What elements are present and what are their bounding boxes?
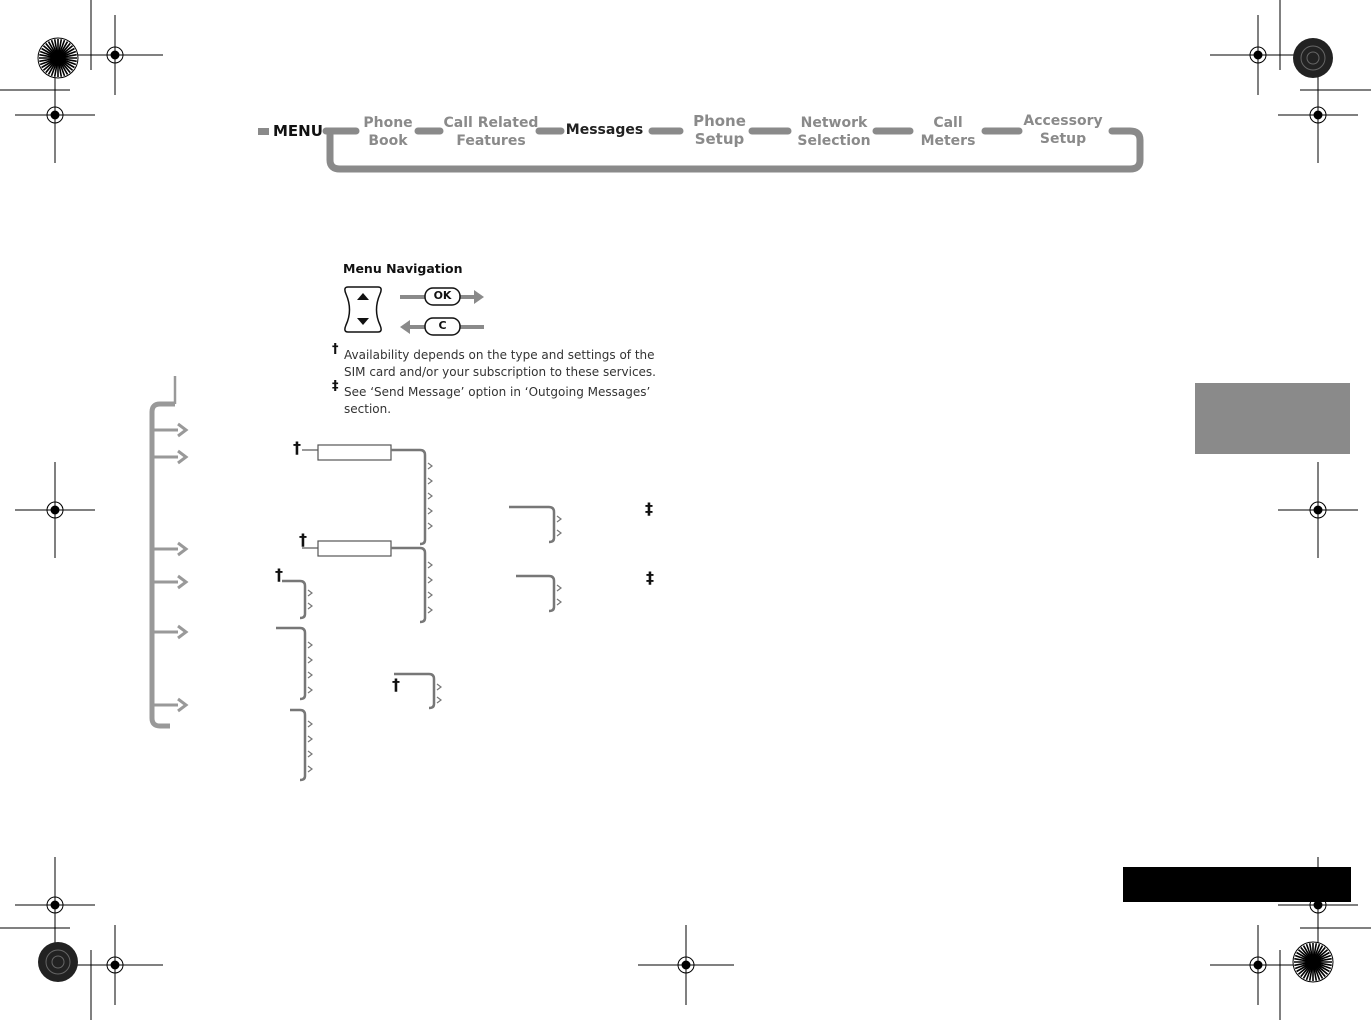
registration-target — [67, 15, 163, 95]
double-dagger-symbol: ‡ — [332, 379, 339, 394]
tree-box — [318, 445, 391, 460]
tree-dagger-mark: † — [275, 565, 283, 584]
registration-target — [15, 67, 95, 163]
forward-arrow-icon — [474, 290, 484, 304]
nav-item-call-related-features[interactable]: Call Related Features — [443, 115, 539, 149]
tree-double-dagger-mark: ‡ — [646, 568, 654, 587]
ok-key-label: OK — [433, 289, 452, 302]
registration-target — [67, 925, 163, 1005]
registration-target — [1210, 925, 1306, 1005]
menu-marker-icon — [258, 128, 269, 135]
menu-label: MENU — [273, 122, 323, 140]
nav-item-phone-book[interactable]: Phone Book — [363, 115, 413, 149]
menu-tree — [152, 376, 561, 780]
registration-target — [1278, 462, 1358, 558]
tree-box — [318, 541, 391, 556]
density-target-bottom-left — [38, 942, 78, 982]
nav-item-messages[interactable]: Messages — [565, 122, 644, 138]
tree-dagger-mark: † — [392, 675, 400, 694]
nav-item-accessory-setup[interactable]: Accessory Setup — [1023, 113, 1103, 147]
nav-item-network-selection[interactable]: Network Selection — [797, 115, 871, 149]
nav-item-call-meters[interactable]: Call Meters — [920, 115, 976, 149]
registration-target — [638, 925, 734, 1005]
star-target-bottom-right — [1293, 942, 1333, 982]
registration-target — [1210, 15, 1306, 95]
tree-double-dagger-mark: ‡ — [645, 499, 653, 518]
registration-target — [15, 857, 95, 953]
registration-target — [15, 462, 95, 558]
nav-keys-diagram — [345, 287, 484, 335]
double-dagger-note-line1: See ‘Send Message’ option in ‘Outgoing Messages’ — [344, 385, 651, 399]
back-arrow-icon — [400, 320, 410, 334]
nav-item-phone-setup[interactable]: Phone Setup — [693, 112, 746, 148]
tree-dagger-mark: † — [299, 530, 307, 549]
density-target-top-right — [1293, 38, 1333, 78]
double-dagger-note-line2: section. — [344, 402, 392, 416]
section-tab-grey — [1195, 383, 1350, 454]
registration-mark-group — [15, 15, 1358, 1005]
menu-navigation-title: Menu Navigation — [343, 261, 463, 276]
tree-dagger-mark: † — [293, 438, 301, 457]
c-key-label: C — [438, 319, 447, 332]
registration-target — [1278, 67, 1358, 163]
dagger-note-line1: Availability depends on the type and settings of the — [344, 348, 655, 362]
star-target-top-left — [38, 38, 78, 78]
dagger-symbol: † — [332, 342, 339, 357]
section-tab-black — [1123, 867, 1351, 902]
dagger-note-line2: SIM card and/or your subscription to these services. — [344, 365, 656, 379]
